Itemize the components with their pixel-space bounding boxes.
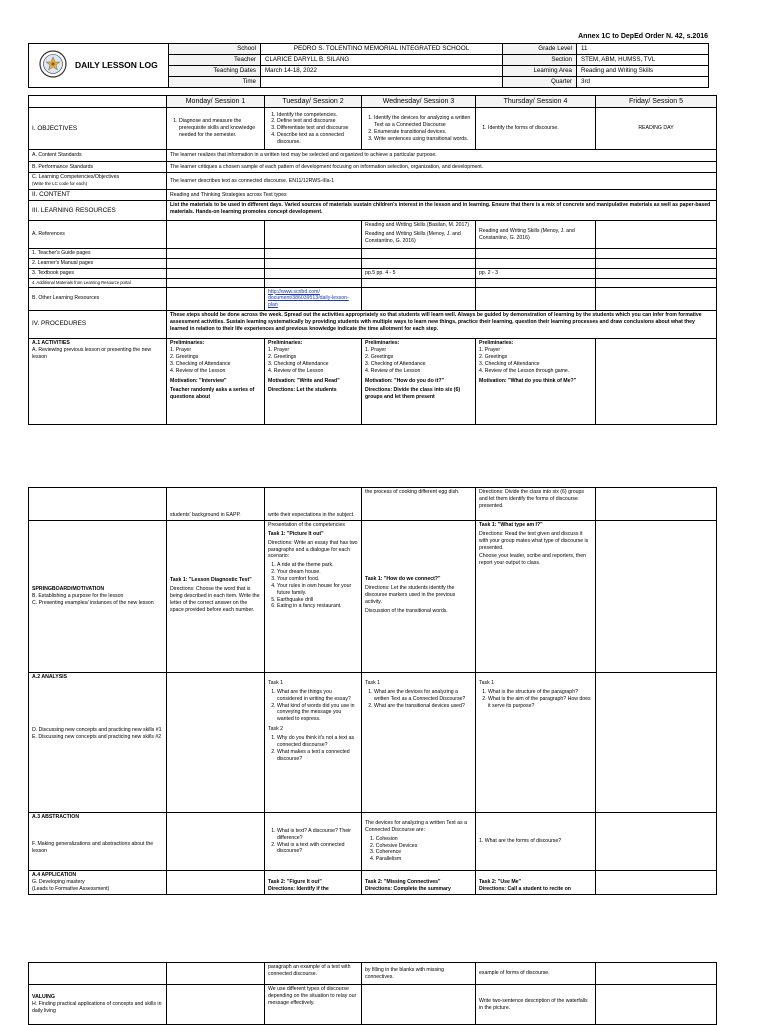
springboard-label bbox=[29, 521, 167, 673]
preliminaries-label: Preliminaries: bbox=[479, 340, 514, 347]
objective-item: 1. Identify the forms of discourse. bbox=[488, 125, 592, 132]
annex-reference: Annex 1C to DepEd Order N. 42, s.2016 bbox=[578, 33, 708, 40]
motivation-monday: Motivation: "Interview" bbox=[170, 378, 227, 385]
abstraction-f: F. Making generalizations and abstractions about the lesson bbox=[32, 840, 154, 854]
motivation-thursday: Motivation: "What do you think of Me?" bbox=[479, 378, 577, 385]
application-thursday bbox=[476, 871, 596, 895]
springboard-task-monday: Task 1: "Lesson Diagnostic Test" bbox=[170, 577, 252, 584]
prelim-item: 4. Review of the Lesson bbox=[365, 367, 421, 374]
objective-item: 2. Enumerate transitional devices. bbox=[374, 129, 472, 136]
analysis-question: 2. What are the transitional devices used? bbox=[374, 703, 472, 710]
references-monday bbox=[167, 221, 265, 249]
motivation-text-tuesday: Directions: Let the students bbox=[268, 387, 337, 394]
analysis-task2-tuesday: Task 2 bbox=[268, 726, 283, 733]
activities-label bbox=[29, 339, 167, 425]
day-friday: Friday/ Session 5 bbox=[596, 96, 717, 108]
activities-friday bbox=[596, 339, 717, 425]
analysis-e: E. Discussing new concepts and practicing new skills #2 bbox=[32, 733, 162, 740]
competencies-sub: (Write the LC code for each) bbox=[32, 181, 88, 187]
application-wednesday bbox=[362, 871, 476, 895]
continued-wednesday-p3: by filling in the blanks with missing connectives. bbox=[362, 963, 476, 985]
objectives-wednesday bbox=[362, 108, 476, 150]
teachers-guide-label: 1. Teacher's Guide pages bbox=[29, 249, 167, 259]
objectives-friday: READING DAY bbox=[596, 108, 717, 150]
teacher-label: Teacher bbox=[169, 55, 261, 66]
prelim-item: 1. Prayer bbox=[479, 346, 501, 353]
springboard-tuesday bbox=[265, 521, 362, 673]
objectives-thursday bbox=[476, 108, 596, 150]
application-title: A.4 APPLICATION bbox=[32, 872, 77, 878]
application-g2: (Leads to Formative Assessment) bbox=[32, 885, 110, 892]
objectives-label: I. OBJECTIVES bbox=[29, 108, 167, 150]
time-value bbox=[261, 77, 503, 88]
abstraction-title: A.3 ABSTRACTION bbox=[32, 814, 80, 820]
springboard-task-tuesday: Task 1: "Picture It out" bbox=[268, 530, 324, 537]
abstraction-label bbox=[29, 813, 167, 871]
portal-label: 4. Additional Materials from Learning Resource portal bbox=[29, 278, 167, 287]
day-tuesday: Tuesday/ Session 2 bbox=[265, 96, 362, 108]
prelim-item: 3. Checking of Attendance bbox=[479, 360, 540, 367]
learners-manual-label: 2. Learner's Manual pages bbox=[29, 259, 167, 269]
prelim-item: 3. Checking of Attendance bbox=[170, 360, 231, 367]
springboard-directions2-thursday: Choose your leader, scribe and reporters, then report your output to class. bbox=[479, 553, 586, 567]
competencies-value: The learner describes text as connected discourse. EN11/12RWS-IIIa-1 bbox=[167, 173, 717, 190]
scenario-item: 5. Earthquake drill bbox=[277, 597, 358, 604]
references-wednesday bbox=[362, 221, 476, 249]
valuing-tuesday: We use different types of discourse depending on the situation to relay our message effectively. bbox=[265, 985, 362, 1025]
springboard-b: B. Establishing a purpose for the lesson bbox=[32, 593, 124, 600]
log-title: DAILY LESSON LOG bbox=[75, 59, 158, 70]
objective-item: 3. Differentiate text and discourse bbox=[277, 125, 358, 132]
prelim-item: 2. Greetings bbox=[170, 353, 199, 360]
other-resources-label: B. Other Learning Resources bbox=[29, 287, 167, 311]
analysis-question: 2. What makes a text a connected discourse? bbox=[277, 749, 358, 763]
prelim-item: 4. Review of the Lesson through game. bbox=[479, 367, 570, 374]
springboard-directions-thursday: Directions: Read the text given and discuss it with your group mates what type of discourse is presented. bbox=[479, 530, 589, 551]
objective-item: 4. Describe text as a connected discourse. bbox=[277, 132, 358, 146]
activities-tuesday bbox=[265, 339, 362, 425]
springboard-c: C. Presenting examples/ instances of the new lesson bbox=[32, 599, 154, 606]
springboard-directions-monday: Directions: Choose the word that is being described in each item. Write the letter of the correct answer on the space provided before each number. bbox=[170, 586, 260, 613]
analysis-question: 1. What are the things you considered in writing the essay? bbox=[277, 689, 358, 703]
application-task-wednesday: Task 2: "Missing Connectives" bbox=[365, 879, 441, 886]
references-friday bbox=[596, 221, 717, 249]
activities-thursday bbox=[476, 339, 596, 425]
device-item: 2. Cohesive Devices bbox=[370, 842, 418, 849]
valuing-h: H. Finding practical applications of concepts and skills in daily living bbox=[32, 1001, 162, 1014]
springboard-directions-tuesday: Directions: Write an essay that has two paragraphs and a dialogue for each scenario: bbox=[268, 539, 358, 560]
analysis-thursday bbox=[476, 673, 596, 813]
abstraction-question: 2. What is a text with connected discourse? bbox=[277, 842, 358, 856]
continued-tuesday-p3: paragraph an example of a text with connected discourse. bbox=[265, 963, 362, 985]
activities-wednesday bbox=[362, 339, 476, 425]
abstraction-wednesday bbox=[362, 813, 476, 871]
prelim-item: 1. Prayer bbox=[170, 346, 192, 353]
content-standards-value: The learner realizes that information in a written text may be selected and organized to achieve a particular purpose. bbox=[167, 150, 717, 162]
objective-item: 2. Define text and discourse bbox=[277, 118, 358, 125]
analysis-question: 1. What is the structure of the paragraph? bbox=[488, 689, 592, 696]
resources-value: List the materials to be used in different days. Varied sources of materials sustain children's interest in the lesson and in learning. Ensure that there is a mix of concrete and manipulative materials as well as paper-based materials. Hands-on learning promotes concept development. bbox=[167, 201, 717, 221]
content-value: Reading and Thinking Strategies across Text types bbox=[167, 189, 717, 200]
motivation-text-monday: Teacher randomly asks a series of questions about bbox=[170, 387, 255, 401]
prelim-item: 3. Checking of Attendance bbox=[365, 360, 426, 367]
lesson-table-3 bbox=[28, 962, 717, 1025]
references-thursday: Reading and Writing Skills (Menoy, J. and Constantino, G. 2016) bbox=[476, 221, 596, 249]
lesson-table-2 bbox=[28, 487, 717, 895]
preliminaries-label: Preliminaries: bbox=[170, 340, 205, 347]
valuing-title: VALUING bbox=[32, 994, 55, 1001]
objective-item: 1. Diagnose and measure the prerequisite skills and knowledge needed for the semester. bbox=[179, 118, 261, 139]
motivation-text-wednesday: Directions: Divide the class into six (6) groups and let them present bbox=[365, 387, 461, 401]
motivation-tuesday: Motivation: "Write and Read" bbox=[268, 378, 340, 385]
springboard-thursday bbox=[476, 521, 596, 673]
prelim-item: 1. Prayer bbox=[268, 346, 290, 353]
analysis-tuesday bbox=[265, 673, 362, 813]
activities-monday bbox=[167, 339, 265, 425]
competencies-title: C. Learning Competencies/Objectives bbox=[32, 174, 120, 181]
other-resources-link[interactable]: http://www.scribd.com/ document/386039513/daily-lesson-plan bbox=[265, 287, 362, 311]
analysis-question: 2. What is the aim of the paragraph? How does it serve its purpose? bbox=[488, 696, 592, 710]
motivation-wednesday: Motivation: "How do you do it?" bbox=[365, 378, 444, 385]
application-dir-thursday: Directions: Call a student to recite on bbox=[479, 886, 571, 893]
analysis-label bbox=[29, 673, 167, 813]
day-wednesday: Wednesday/ Session 3 bbox=[362, 96, 476, 108]
lesson-log-page-1 bbox=[0, 43, 768, 425]
objective-item: 1. Identify the devices for analyzing a written Text as a Connected Discourse bbox=[374, 115, 472, 129]
application-tuesday bbox=[265, 871, 362, 895]
analysis-d: D. Discussing new concepts and practicing new skills #1 bbox=[32, 726, 162, 733]
springboard-directions-wednesday: Directions: Let the students identify the discourse markers used in the previous activity. bbox=[365, 585, 456, 605]
application-task-thursday: Task 2: "Use Me" bbox=[479, 879, 522, 886]
springboard-task-wednesday: Task 1: "How do we connect?" bbox=[365, 576, 441, 583]
analysis-wednesday bbox=[362, 673, 476, 813]
application-label bbox=[29, 871, 167, 895]
deped-seal-icon bbox=[39, 50, 67, 81]
reference-item: Reading and Writing Skills (Basilan, M. 2017) bbox=[365, 222, 469, 229]
analysis-question: 1. Why do you think it's not a text as connected discourse? bbox=[277, 735, 358, 749]
continued-thursday: Directions: Divide the class into six (6) groups and let them identify the forms of discourse presented. bbox=[476, 488, 596, 521]
scenario-item: 1. A ride at the theme park. bbox=[277, 562, 358, 569]
abstraction-intro: The devices for analyzing a written Text as a Connected Discourse are: bbox=[365, 819, 467, 833]
textbook-label: 3. Textbook pages bbox=[29, 269, 167, 279]
application-dir-wednesday: Directions: Complete the summary bbox=[365, 886, 451, 893]
section-value: STEM, ABM, HUMSS, TVL bbox=[577, 55, 709, 66]
continued-thursday-p3: example of forms of discourse. bbox=[476, 963, 596, 985]
springboard-wednesday bbox=[362, 521, 476, 673]
scenario-item: 4. Your rules in own house for your future family. bbox=[277, 583, 358, 597]
device-item: 1. Cohesion bbox=[370, 835, 398, 842]
analysis-task-wednesday: Task 1 bbox=[365, 680, 380, 686]
competencies-label bbox=[29, 173, 167, 190]
objective-item: 3. Write sentences using transitional words. bbox=[374, 136, 472, 143]
lesson-table-1 bbox=[28, 95, 717, 425]
prelim-item: 3. Checking of Attendance bbox=[268, 360, 329, 367]
objectives-tuesday bbox=[265, 108, 362, 150]
analysis-title: A.2 ANALYSIS bbox=[32, 674, 68, 680]
procedures-label: IV. PROCEDURES bbox=[29, 311, 167, 339]
prelim-item: 2. Greetings bbox=[365, 353, 394, 360]
textbook-thursday: pp. 2 - 3 bbox=[476, 269, 596, 279]
application-dir-tuesday: Directions: Identify if the bbox=[268, 886, 329, 893]
device-item: 4. Parallelism bbox=[370, 856, 402, 863]
abstraction-tuesday bbox=[265, 813, 362, 871]
day-monday: Monday/ Session 1 bbox=[167, 96, 265, 108]
springboard-title: SPRINGBOARD/MOTIVATION bbox=[32, 586, 105, 593]
application-g: G. Developing mastery bbox=[32, 878, 85, 885]
springboard-discussion-wednesday: Discussion of the transitional words. bbox=[365, 607, 448, 614]
grade-label: Grade Level bbox=[503, 44, 577, 55]
dates-label: Teaching Dates bbox=[169, 66, 261, 77]
performance-standards-value: The learner critiques a chosen sample of each pattern of development focusing on information selection, organization, and development. bbox=[167, 162, 717, 173]
empty-corner bbox=[29, 96, 167, 108]
valuing-label bbox=[29, 985, 167, 1025]
header-logo-cell bbox=[29, 44, 169, 88]
dates-value: March 14-18, 2022 bbox=[261, 66, 503, 77]
area-label: Learning Area bbox=[503, 66, 577, 77]
analysis-question: 2. What kind of words did you use in conveying the message you wanted to express. bbox=[277, 703, 358, 724]
analysis-question: 1. What are the devices for analyzing a written Text as a Connected Discourse? bbox=[374, 689, 472, 703]
objectives-monday bbox=[167, 108, 265, 150]
prelim-item: 2. Greetings bbox=[268, 353, 297, 360]
scenario-item: 3. Your comfort food. bbox=[277, 576, 358, 583]
header-table bbox=[28, 43, 709, 88]
scenario-item: 2. Your dream house. bbox=[277, 569, 358, 576]
device-item: 3. Coherence bbox=[370, 849, 402, 856]
performance-standards-label: B. Performance Standards bbox=[29, 162, 167, 173]
springboard-task-thursday: Task 1: "What type am I?" bbox=[479, 522, 543, 528]
prelim-item: 1. Prayer bbox=[365, 346, 387, 353]
content-standards-label: A. Content Standards bbox=[29, 150, 167, 162]
school-label: School bbox=[169, 44, 261, 55]
school-value: PEDRO S. TOLENTINO MEMORIAL INTEGRATED SCHOOL bbox=[261, 44, 503, 55]
scenario-item: 6. Eating in a fancy restaurant. bbox=[277, 603, 358, 610]
continued-wednesday: the process of cooking different egg dish. bbox=[362, 488, 476, 521]
abstraction-question: 1. What is text? A discourse? Their difference? bbox=[277, 828, 358, 842]
lesson-log-page-2 bbox=[0, 487, 768, 895]
textbook-wednesday: pp.5 pp. 4 - 5 bbox=[362, 269, 476, 279]
prelim-item: 4. Review of the Lesson bbox=[170, 367, 226, 374]
reference-item: Reading and Writing Skills (Menoy, J. and Constantino, G. 2016) bbox=[365, 231, 461, 245]
activities-sub: A. Reviewing previous lesson or presenting the new lesson bbox=[32, 346, 152, 360]
prelim-item: 4. Review of the Lesson bbox=[268, 367, 324, 374]
procedures-value: These steps should be done across the week. Spread out the activities appropriately so that students will learn well. Always be guided by demonstration of learning by the students which you can infer from formative assessment activities. Sustain learning systematically by providing students with multiple ways to learn new things, practice their learning, question their learning processes and draw conclusions about what they learned in relation to their life experiences and previous knowledge indicate the time allotment for each step. bbox=[167, 311, 717, 339]
resources-label: III. LEARNING RESOURCES bbox=[29, 201, 167, 221]
springboard-monday bbox=[167, 521, 265, 673]
valuing-thursday: Write two-sentence description of the waterfalls in the picture. bbox=[476, 985, 596, 1025]
analysis-task1-tuesday: Task 1 bbox=[268, 680, 283, 686]
lesson-log-page-3 bbox=[0, 962, 768, 1025]
section-label: Section bbox=[503, 55, 577, 66]
application-task-tuesday: Task 2: "Figure It out" bbox=[268, 879, 322, 886]
time-label: Time bbox=[169, 77, 261, 88]
objective-item: 1. Identify the competencies. bbox=[277, 112, 358, 119]
presentation-competencies: Presentation of the competencies bbox=[268, 522, 345, 528]
abstraction-thursday: 1. What are the forms of discourse? bbox=[476, 813, 596, 871]
day-thursday: Thursday/ Session 4 bbox=[476, 96, 596, 108]
references-label: A. References bbox=[29, 221, 167, 249]
references-tuesday bbox=[265, 221, 362, 249]
grade-value: 11 bbox=[577, 44, 709, 55]
activities-title: A.1 ACTIVITIES bbox=[32, 340, 70, 347]
continued-tuesday: write their expectations in the subject. bbox=[265, 488, 362, 521]
preliminaries-label: Preliminaries: bbox=[365, 340, 400, 347]
preliminaries-label: Preliminaries: bbox=[268, 340, 303, 347]
prelim-item: 2. Greetings bbox=[479, 353, 508, 360]
content-label: II. CONTENT bbox=[29, 189, 167, 200]
area-value: Reading and Writing Skills bbox=[577, 66, 709, 77]
quarter-value: 3rd bbox=[577, 77, 709, 88]
quarter-label: Quarter bbox=[503, 77, 577, 88]
continued-monday: students' background in EAPP. bbox=[167, 488, 265, 521]
teacher-value: CLARICE DARYLL B. SILANG bbox=[261, 55, 503, 66]
analysis-task-thursday: Task 1 bbox=[479, 680, 494, 686]
